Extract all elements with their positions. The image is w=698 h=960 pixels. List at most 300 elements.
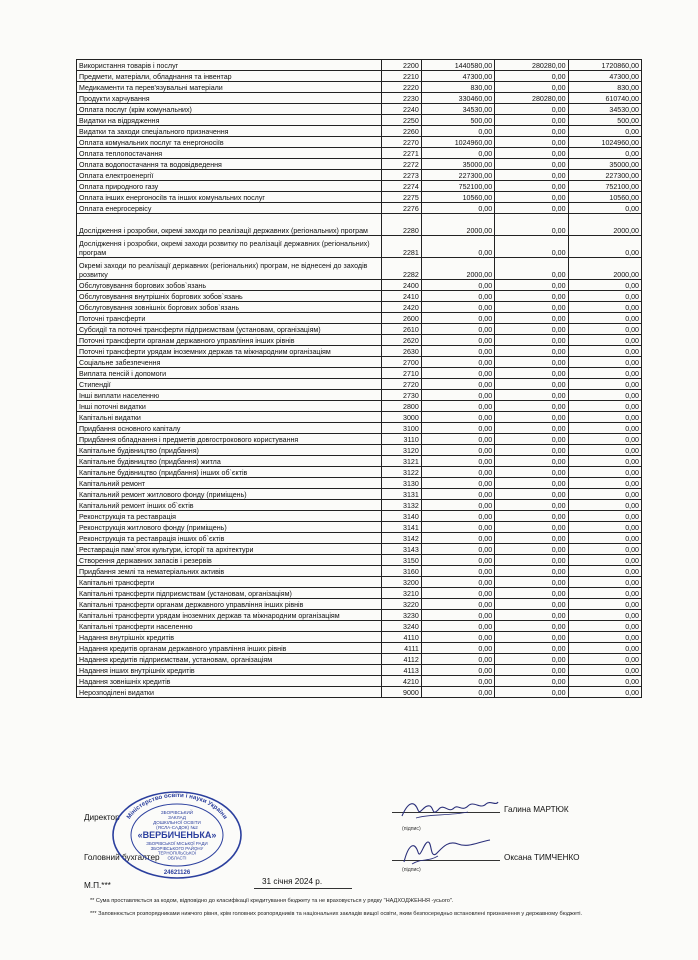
row-code: 2271: [381, 148, 421, 159]
row-value-1: 0,00: [421, 533, 494, 544]
table-row: [77, 643, 642, 654]
row-value-3: 0,00: [568, 533, 641, 544]
row-value-2: 0,00: [495, 82, 568, 93]
row-value-1: 0,00: [421, 544, 494, 555]
row-value-3: 0,00: [568, 456, 641, 467]
row-value-2: 0,00: [495, 203, 568, 214]
row-value-1: 0,00: [421, 610, 494, 621]
row-value-3: 1720860,00: [568, 60, 641, 71]
table-row: [77, 379, 642, 390]
row-name: Капітальні трансферти органам державного управління інших рівнів: [77, 599, 382, 610]
row-value-1: 10560,00: [421, 192, 494, 203]
director-handwritten-signature: [398, 796, 502, 822]
row-value-2: 0,00: [495, 390, 568, 401]
table-row: [77, 555, 642, 566]
row-value-1: 0,00: [421, 379, 494, 390]
row-code: 2700: [381, 357, 421, 368]
row-value-2: 0,00: [495, 456, 568, 467]
row-code: 3141: [381, 522, 421, 533]
row-name: Капітальний ремонт інших об`єктів: [77, 500, 382, 511]
row-code: 3132: [381, 500, 421, 511]
row-value-1: 0,00: [421, 368, 494, 379]
row-name: Придбання основного капіталу: [77, 423, 382, 434]
row-name: Надання кредитів органам державного управління інших рівнів: [77, 643, 382, 654]
row-name: Соціальне забезпечення: [77, 357, 382, 368]
row-value-3: 0,00: [568, 203, 641, 214]
row-value-1: 0,00: [421, 665, 494, 676]
row-value-2: 0,00: [495, 181, 568, 192]
row-name: Медикаменти та перев'язувальні матеріали: [77, 82, 382, 93]
row-value-3: 752100,00: [568, 181, 641, 192]
row-code: 3150: [381, 555, 421, 566]
row-name: Капітальні трансферти: [77, 577, 382, 588]
table-row: [77, 368, 642, 379]
row-code: 3143: [381, 544, 421, 555]
row-value-2: 0,00: [495, 500, 568, 511]
row-code: 2250: [381, 115, 421, 126]
row-value-1: 500,00: [421, 115, 494, 126]
director-label: Директор: [84, 813, 120, 822]
row-code: 2282: [381, 258, 421, 280]
row-value-1: 330460,00: [421, 93, 494, 104]
row-value-3: 0,00: [568, 555, 641, 566]
row-value-3: 0,00: [568, 522, 641, 533]
table-row: [77, 423, 642, 434]
table-row: [77, 676, 642, 687]
row-code: 2620: [381, 335, 421, 346]
row-value-2: 0,00: [495, 643, 568, 654]
row-value-1: 0,00: [421, 478, 494, 489]
row-code: 3000: [381, 412, 421, 423]
mp-label: М.П.***: [84, 881, 111, 890]
row-value-1: 0,00: [421, 511, 494, 522]
row-name: Поточні трансферти урядам іноземних держав та міжнародним організаціям: [77, 346, 382, 357]
row-name: Оплата енергосервісу: [77, 203, 382, 214]
row-value-2: 0,00: [495, 214, 568, 236]
row-value-3: 10560,00: [568, 192, 641, 203]
table-row: [77, 313, 642, 324]
date-underline: [254, 888, 352, 889]
table-row: [77, 126, 642, 137]
table-row: [77, 170, 642, 181]
row-name: Капітальний ремонт: [77, 478, 382, 489]
row-value-1: 830,00: [421, 82, 494, 93]
footnote-lower-level: *** Заповнюється розпорядниками нижчого рівня, крім головних розпорядників та національних закладів вищої освіти, яким безпосередньо встановлені призначення у державному бюджеті.: [90, 911, 583, 917]
row-value-3: 0,00: [568, 500, 641, 511]
stamp-lower-line: ЗБОРІВСЬКОГО РАЙОНУ: [150, 845, 204, 851]
table-row: [77, 71, 642, 82]
table-body: [77, 60, 642, 698]
table-row: [77, 280, 642, 291]
row-name: Капітальне будівництво (придбання): [77, 445, 382, 456]
row-name: Оплата теплопостачання: [77, 148, 382, 159]
row-value-1: 35000,00: [421, 159, 494, 170]
row-code: 2281: [381, 236, 421, 258]
row-code: 3200: [381, 577, 421, 588]
row-value-3: 0,00: [568, 302, 641, 313]
row-value-1: 0,00: [421, 291, 494, 302]
row-code: 2600: [381, 313, 421, 324]
row-code: 3122: [381, 467, 421, 478]
row-value-1: 0,00: [421, 489, 494, 500]
row-value-1: 0,00: [421, 280, 494, 291]
row-value-3: 0,00: [568, 566, 641, 577]
row-code: 3210: [381, 588, 421, 599]
table-row: [77, 214, 642, 236]
row-value-2: 0,00: [495, 687, 568, 698]
row-name: Дослідження і розробки, окремі заходи розвитку по реалізації державних (регіональних) програм: [77, 236, 382, 258]
row-value-3: 0,00: [568, 643, 641, 654]
row-code: 2630: [381, 346, 421, 357]
table-row: [77, 566, 642, 577]
row-code: 2210: [381, 71, 421, 82]
row-value-1: 0,00: [421, 313, 494, 324]
row-value-1: 0,00: [421, 555, 494, 566]
stamp-inner-line: ЗБОРІВСЬКИЙ: [160, 810, 194, 815]
accountant-name: Оксана ТИМЧЕНКО: [504, 853, 580, 862]
row-value-2: 0,00: [495, 148, 568, 159]
row-name: Виплата пенсій і допомоги: [77, 368, 382, 379]
row-value-1: 0,00: [421, 423, 494, 434]
row-value-1: 1440580,00: [421, 60, 494, 71]
row-value-2: 0,00: [495, 357, 568, 368]
row-value-1: 0,00: [421, 324, 494, 335]
row-value-1: 752100,00: [421, 181, 494, 192]
row-code: 3140: [381, 511, 421, 522]
row-name: Оплата послуг (крім комунальних): [77, 104, 382, 115]
row-name: Придбання обладнання і предметів довгострокового користування: [77, 434, 382, 445]
row-value-2: 0,00: [495, 302, 568, 313]
row-code: 2274: [381, 181, 421, 192]
accountant-signature-caption: (підпис): [402, 867, 421, 873]
row-name: Обслуговування внутрішніх боргових зобов`язань: [77, 291, 382, 302]
row-name: Реставрація пам`яток культури, історії та архітектури: [77, 544, 382, 555]
row-code: 2280: [381, 214, 421, 236]
row-name: Нерозподілені видатки: [77, 687, 382, 698]
row-name: Капітальні видатки: [77, 412, 382, 423]
row-value-3: 227300,00: [568, 170, 641, 181]
table-row: [77, 137, 642, 148]
row-value-2: 0,00: [495, 192, 568, 203]
row-value-3: 0,00: [568, 280, 641, 291]
row-value-2: 0,00: [495, 445, 568, 456]
row-value-3: 0,00: [568, 489, 641, 500]
row-code: 2240: [381, 104, 421, 115]
row-code: 2230: [381, 93, 421, 104]
row-name: Створення державних запасів і резервів: [77, 555, 382, 566]
row-value-2: 0,00: [495, 412, 568, 423]
stamp-inner-line: (ЯСЛА-САДОК) №2: [156, 825, 198, 830]
row-code: 9000: [381, 687, 421, 698]
row-value-3: 0,00: [568, 632, 641, 643]
table-row: [77, 390, 642, 401]
row-value-2: 0,00: [495, 588, 568, 599]
row-value-2: 0,00: [495, 566, 568, 577]
row-value-1: 0,00: [421, 357, 494, 368]
table-row: [77, 434, 642, 445]
row-name: Капітальні трансферти населенню: [77, 621, 382, 632]
table-row: [77, 511, 642, 522]
table-row: [77, 665, 642, 676]
table-row: [77, 412, 642, 423]
table-row: [77, 478, 642, 489]
row-name: Придбання землі та нематеріальних активів: [77, 566, 382, 577]
row-value-2: 0,00: [495, 313, 568, 324]
table-row: [77, 445, 642, 456]
row-code: 4111: [381, 643, 421, 654]
row-name: Надання кредитів підприємствам, установам, організаціям: [77, 654, 382, 665]
row-value-3: 500,00: [568, 115, 641, 126]
row-code: 2200: [381, 60, 421, 71]
row-code: 2800: [381, 401, 421, 412]
row-value-3: 0,00: [568, 511, 641, 522]
row-value-2: 0,00: [495, 511, 568, 522]
row-value-3: 830,00: [568, 82, 641, 93]
row-value-1: 0,00: [421, 632, 494, 643]
table-row: [77, 599, 642, 610]
table-row: [77, 346, 642, 357]
row-name: Реконструкція та реставрація: [77, 511, 382, 522]
row-value-3: 2000,00: [568, 214, 641, 236]
row-value-2: 0,00: [495, 423, 568, 434]
row-name: Інші виплати населенню: [77, 390, 382, 401]
row-value-2: 0,00: [495, 577, 568, 588]
row-code: 2220: [381, 82, 421, 93]
row-value-2: 0,00: [495, 632, 568, 643]
row-value-2: 0,00: [495, 159, 568, 170]
row-value-1: 0,00: [421, 621, 494, 632]
row-value-3: 0,00: [568, 577, 641, 588]
row-code: 4112: [381, 654, 421, 665]
row-value-3: 0,00: [568, 478, 641, 489]
table-row: [77, 544, 642, 555]
row-value-1: 0,00: [421, 654, 494, 665]
row-value-2: 0,00: [495, 291, 568, 302]
row-value-3: 0,00: [568, 676, 641, 687]
row-code: 3160: [381, 566, 421, 577]
table-row: [77, 302, 642, 313]
table-row: [77, 456, 642, 467]
row-value-1: 0,00: [421, 302, 494, 313]
table-row: [77, 60, 642, 71]
row-code: 3120: [381, 445, 421, 456]
table-row: [77, 93, 642, 104]
stamp-code: 24621126: [163, 870, 191, 876]
row-code: 3130: [381, 478, 421, 489]
row-code: 3100: [381, 423, 421, 434]
stamp-outer-text: Міністерство освіти і науки України: [125, 791, 229, 821]
table-row: [77, 357, 642, 368]
row-code: 2276: [381, 203, 421, 214]
row-code: 2710: [381, 368, 421, 379]
row-value-3: 0,00: [568, 390, 641, 401]
row-value-3: 35000,00: [568, 159, 641, 170]
row-value-1: 34530,00: [421, 104, 494, 115]
row-value-2: 0,00: [495, 115, 568, 126]
table-row: [77, 236, 642, 258]
row-name: Видатки на відрядження: [77, 115, 382, 126]
row-value-3: 47300,00: [568, 71, 641, 82]
row-value-3: 0,00: [568, 401, 641, 412]
row-value-2: 0,00: [495, 599, 568, 610]
row-code: 3240: [381, 621, 421, 632]
stamp-lower-line: ЗБОРІВСЬКОЇ МІСЬКОЇ РАДИ: [146, 841, 208, 846]
stamp-lower-line: ТЕРНОПІЛЬСЬКОЇ: [157, 850, 197, 856]
row-value-2: 0,00: [495, 104, 568, 115]
row-value-3: 0,00: [568, 687, 641, 698]
director-name: Галина МАРТЮК: [504, 805, 569, 814]
stamp-inner-line: ЗАКЛАД: [168, 815, 186, 820]
row-value-3: 0,00: [568, 126, 641, 137]
row-value-3: 0,00: [568, 357, 641, 368]
row-value-3: 0,00: [568, 324, 641, 335]
row-value-3: 1024960,00: [568, 137, 641, 148]
row-value-1: 0,00: [421, 335, 494, 346]
row-value-3: 0,00: [568, 346, 641, 357]
row-value-2: 0,00: [495, 346, 568, 357]
row-value-3: 0,00: [568, 544, 641, 555]
row-value-2: 0,00: [495, 280, 568, 291]
table-row: [77, 621, 642, 632]
row-code: 2610: [381, 324, 421, 335]
row-name: Оплата інших енергоносіїв та інших комунальних послуг: [77, 192, 382, 203]
row-value-1: 0,00: [421, 577, 494, 588]
row-value-3: 0,00: [568, 313, 641, 324]
row-value-1: 0,00: [421, 456, 494, 467]
row-value-3: 0,00: [568, 588, 641, 599]
table-row: [77, 148, 642, 159]
row-value-1: 2000,00: [421, 258, 494, 280]
row-value-3: 2000,00: [568, 258, 641, 280]
row-code: 4110: [381, 632, 421, 643]
row-value-3: 0,00: [568, 621, 641, 632]
row-value-1: 0,00: [421, 346, 494, 357]
row-name: Капітальні трансферти урядам іноземних держав та міжнародним організаціям: [77, 610, 382, 621]
stamp-name: «ВЕРБИЧЕНЬКА»: [137, 830, 217, 840]
row-value-1: 0,00: [421, 467, 494, 478]
row-name: Обслуговування зовнішніх боргових зобов`язань: [77, 302, 382, 313]
row-name: Надання внутрішніх кредитів: [77, 632, 382, 643]
row-value-1: 0,00: [421, 236, 494, 258]
row-code: 2270: [381, 137, 421, 148]
row-code: 3131: [381, 489, 421, 500]
row-value-1: 0,00: [421, 148, 494, 159]
row-value-2: 0,00: [495, 170, 568, 181]
row-code: 2275: [381, 192, 421, 203]
accountant-handwritten-signature: [398, 836, 494, 866]
row-value-3: 0,00: [568, 368, 641, 379]
table-row: [77, 588, 642, 599]
row-value-1: 1024960,00: [421, 137, 494, 148]
row-value-1: 0,00: [421, 203, 494, 214]
table-row: [77, 203, 642, 214]
row-value-1: 0,00: [421, 522, 494, 533]
row-name: Предмети, матеріали, обладнання та інвентар: [77, 71, 382, 82]
row-code: 2272: [381, 159, 421, 170]
row-value-1: 0,00: [421, 566, 494, 577]
row-code: 3142: [381, 533, 421, 544]
row-value-1: 0,00: [421, 126, 494, 137]
table-row: [77, 632, 642, 643]
row-value-2: 0,00: [495, 434, 568, 445]
row-value-2: 0,00: [495, 368, 568, 379]
table-row: [77, 489, 642, 500]
row-value-2: 280280,00: [495, 93, 568, 104]
row-value-2: 0,00: [495, 401, 568, 412]
row-value-3: 0,00: [568, 599, 641, 610]
row-name: Видатки та заходи спеціального призначення: [77, 126, 382, 137]
row-value-2: 0,00: [495, 335, 568, 346]
row-value-2: 0,00: [495, 533, 568, 544]
row-value-3: 34530,00: [568, 104, 641, 115]
row-name: Оплата електроенергії: [77, 170, 382, 181]
row-name: Реконструкція житлового фонду (приміщень): [77, 522, 382, 533]
table-row: [77, 159, 642, 170]
row-code: 4113: [381, 665, 421, 676]
row-value-2: 0,00: [495, 522, 568, 533]
row-name: Дослідження і розробки, окремі заходи по реалізації державних (регіональних) програм: [77, 214, 382, 236]
row-name: Обслуговування боргових зобов`язань: [77, 280, 382, 291]
table-row: [77, 654, 642, 665]
table-row: [77, 192, 642, 203]
row-code: 4210: [381, 676, 421, 687]
row-name: Надання зовнішніх кредитів: [77, 676, 382, 687]
accountant-label: Головний бухгалтер: [84, 853, 160, 862]
row-name: Капітальне будівництво (придбання) інших об`єктів: [77, 467, 382, 478]
row-value-2: 280280,00: [495, 60, 568, 71]
row-name: Окремі заходи по реалізації державних (регіональних) програм, не віднесені до заходів розвитку: [77, 258, 382, 280]
row-name: Поточні трансферти органам державного управління інших рівнів: [77, 335, 382, 346]
row-value-1: 0,00: [421, 390, 494, 401]
row-name: Реконструкція та реставрація інших об`єктів: [77, 533, 382, 544]
row-value-2: 0,00: [495, 676, 568, 687]
row-value-1: 0,00: [421, 445, 494, 456]
row-value-2: 0,00: [495, 324, 568, 335]
row-value-3: 0,00: [568, 236, 641, 258]
row-value-3: 0,00: [568, 610, 641, 621]
stamp-inner-line: ДОШКІЛЬНОЇ ОСВІТИ: [153, 820, 201, 825]
footnote-credit: ** Сума проставляється за кодом, відповідно до класифікації кредитування бюджету та не враховується у рядку "НАДХОДЖЕННЯ -усього".: [90, 898, 454, 904]
row-value-1: 0,00: [421, 676, 494, 687]
table-row: [77, 291, 642, 302]
row-value-2: 0,00: [495, 478, 568, 489]
row-value-2: 0,00: [495, 555, 568, 566]
table-row: [77, 335, 642, 346]
table-row: [77, 522, 642, 533]
row-value-2: 0,00: [495, 258, 568, 280]
row-value-2: 0,00: [495, 654, 568, 665]
row-value-2: 0,00: [495, 544, 568, 555]
table-row: [77, 687, 642, 698]
row-value-1: 0,00: [421, 500, 494, 511]
row-name: Капітальний ремонт житлового фонду (приміщень): [77, 489, 382, 500]
row-value-3: 0,00: [568, 467, 641, 478]
row-value-2: 0,00: [495, 126, 568, 137]
row-value-1: 0,00: [421, 687, 494, 698]
row-value-1: 0,00: [421, 412, 494, 423]
table-row: [77, 467, 642, 478]
row-value-3: 0,00: [568, 654, 641, 665]
row-value-1: 227300,00: [421, 170, 494, 181]
table-row: [77, 82, 642, 93]
row-name: Використання товарів і послуг: [77, 60, 382, 71]
row-name: Субсидії та поточні трансферти підприємствам (установам, організаціям): [77, 324, 382, 335]
table-row: [77, 401, 642, 412]
row-value-2: 0,00: [495, 489, 568, 500]
row-value-2: 0,00: [495, 379, 568, 390]
row-code: 2420: [381, 302, 421, 313]
table-row: [77, 500, 642, 511]
